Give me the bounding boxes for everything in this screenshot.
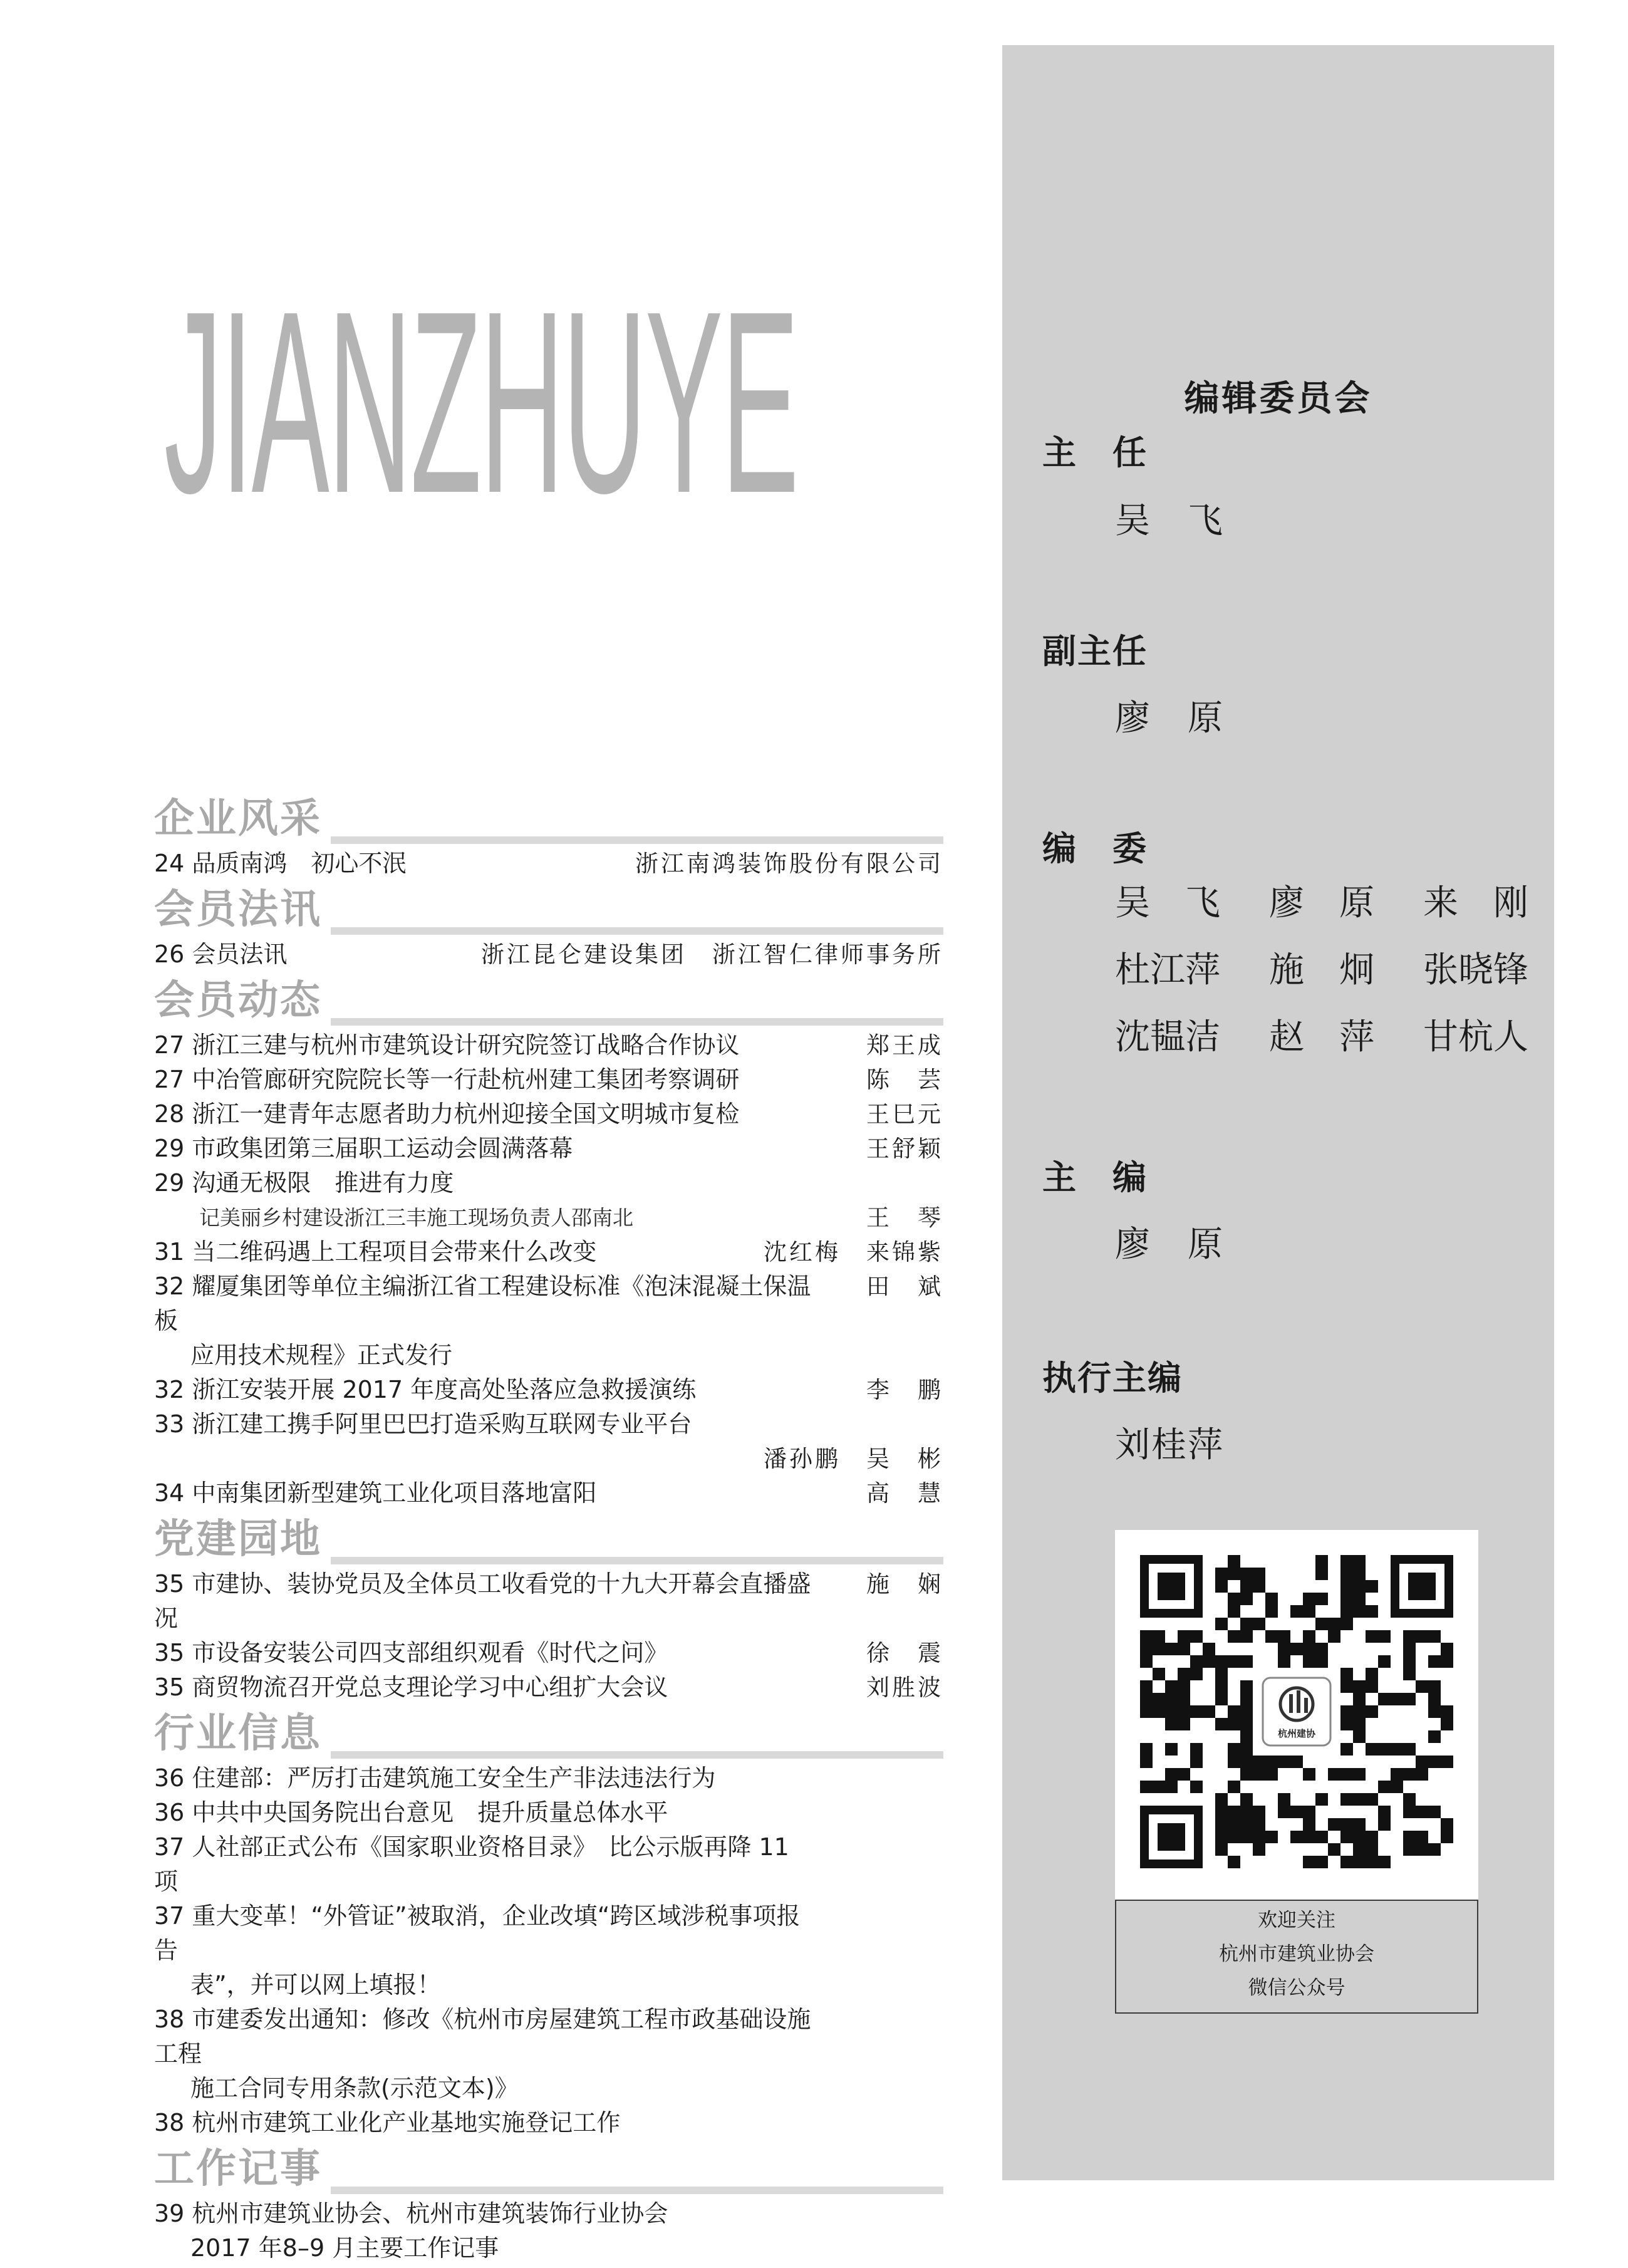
toc-entry[interactable]: [154, 1636, 943, 1670]
article-title: 浙江安装开展 2017 年度高处坠落应急救援演练: [192, 1376, 697, 1403]
page-number: 26: [154, 940, 185, 968]
section-header: [154, 793, 943, 846]
page-number: 28: [154, 1100, 185, 1128]
article-author: 徐 震: [866, 1640, 943, 1667]
section-gap: [154, 2265, 943, 2268]
article-title: 市设备安装公司四支部组织观看《时代之问》: [192, 1639, 668, 1667]
article-title: 中冶管廊研究院院长等一行赴杭州建工集团考察调研: [192, 1066, 740, 1093]
article-author: 浙江昆仑建设集团 浙江智仁律师事务所: [481, 941, 943, 968]
wordmark-text: JIANZHUYE: [164, 269, 798, 507]
toc-entry[interactable]: [154, 1166, 943, 1200]
page-number: 32: [154, 1272, 185, 1300]
qr-caption-line: 欢迎关注: [1258, 1909, 1335, 1932]
toc-entry[interactable]: [154, 2002, 943, 2106]
article-author: 王 琴: [866, 1204, 943, 1231]
article-author: 陈 芸: [866, 1066, 943, 1093]
section-title: 企业风采: [154, 793, 331, 845]
qr-caption-line: 杭州市建筑业协会: [1219, 1943, 1374, 1965]
member-name: 吴 飞: [1115, 883, 1220, 923]
page-number: 38: [154, 2005, 185, 2033]
article-author: 郑王成: [866, 1032, 943, 1059]
page-number: 29: [154, 1135, 185, 1162]
deputy-label: 副主任: [1042, 632, 1148, 671]
toc-entry[interactable]: [154, 1097, 943, 1131]
article-title: 住建部：严厉打击建筑施工安全生产非法违法行为: [192, 1764, 716, 1792]
toc-entry[interactable]: [154, 1899, 943, 2002]
member-name: 甘杭人: [1423, 1017, 1528, 1058]
qr-caption-line: 微信公众号: [1248, 1977, 1345, 1999]
toc-entry[interactable]: [154, 846, 943, 881]
chief-editor-name: 廖 原: [1115, 1224, 1224, 1265]
toc-entry[interactable]: [154, 2106, 943, 2140]
article-title: 市建协、装协党员及全体员工收看党的十九大开幕会直播盛况: [154, 1570, 811, 1632]
toc-entry[interactable]: [154, 1131, 943, 1166]
member-name: 沈韫洁: [1115, 1017, 1220, 1058]
qr-caption: [1115, 1900, 1478, 2014]
board-title: 编辑委员会: [1184, 378, 1372, 419]
toc-entry[interactable]: [154, 1670, 943, 1705]
page-number: 27: [154, 1031, 185, 1059]
toc-entry[interactable]: [154, 1373, 943, 1407]
article-title: 中共中央国务院出台意见 提升质量总体水平: [192, 1799, 668, 1826]
article-title: 杭州市建筑业协会、杭州市建筑装饰行业协会: [192, 2200, 668, 2227]
article-author: 王巳元: [866, 1101, 943, 1128]
wechat-qr-code[interactable]: [1115, 1530, 1478, 1900]
article-title: 浙江建工携手阿里巴巴打造采购互联网专业平台: [192, 1410, 692, 1438]
member-name: 张晓锋: [1423, 950, 1528, 991]
page-number: 33: [154, 1410, 185, 1438]
page-number: 38: [154, 2109, 185, 2136]
member-name: 施 炯: [1269, 950, 1374, 991]
page-number: 24: [154, 850, 185, 877]
table-of-contents: [154, 793, 943, 2268]
article-title: 市政集团第三届职工运动会圆满落幕: [192, 1135, 573, 1162]
member-name: 杜江萍: [1115, 950, 1220, 991]
toc-entry[interactable]: [154, 1063, 943, 1097]
section-title: 行业信息: [154, 1707, 331, 1760]
editorial-board-panel: [1002, 45, 1554, 2180]
toc-entry[interactable]: [154, 1269, 943, 1373]
article-title: 沟通无极限 推进有力度: [192, 1169, 454, 1197]
section-title: 会员动态: [154, 974, 331, 1027]
article-title-continued: 表”，并可以网上填报！: [190, 1971, 441, 1999]
members-row: [1115, 942, 1528, 1009]
section-header: [154, 2143, 943, 2197]
page-number: 36: [154, 1764, 185, 1792]
director-label: 主 任: [1042, 433, 1148, 472]
members-grid: [1115, 875, 1528, 1076]
toc-entry[interactable]: [154, 1796, 943, 1830]
director-name: 吴 飞: [1115, 501, 1224, 541]
toc-entry[interactable]: [154, 1567, 943, 1636]
article-title: 中南集团新型建筑工业化项目落地富阳: [192, 1479, 597, 1507]
toc-entry[interactable]: [154, 1830, 943, 1899]
section-title: 党建园地: [154, 1513, 331, 1566]
page-number: 37: [154, 1902, 185, 1930]
toc-entry[interactable]: [154, 1028, 943, 1063]
section-header: [154, 883, 943, 937]
page-number: 36: [154, 1799, 185, 1826]
page-number: 35: [154, 1673, 185, 1701]
page-number: 35: [154, 1570, 185, 1598]
toc-entry[interactable]: [154, 1407, 943, 1442]
section-header: [154, 1707, 943, 1761]
qr-code-image: [1140, 1555, 1453, 1868]
member-name: 赵 萍: [1269, 1017, 1374, 1058]
member-name: 廖 原: [1269, 883, 1374, 923]
article-title: 浙江一建青年志愿者助力杭州迎接全国文明城市复检: [192, 1100, 740, 1128]
article-title: 耀厦集团等单位主编浙江省工程建设标准《泡沫混凝土保温板: [154, 1272, 811, 1334]
toc-entry[interactable]: [154, 937, 943, 972]
article-title: 当二维码遇上工程项目会带来什么改变: [192, 1238, 597, 1266]
toc-section: [154, 2143, 943, 2268]
toc-entry[interactable]: [154, 1235, 943, 1269]
member-name: 来 刚: [1423, 883, 1528, 923]
members-row: [1115, 1009, 1528, 1076]
chief-editor-label: 主 编: [1042, 1158, 1148, 1197]
toc-entry[interactable]: [154, 1476, 943, 1511]
page-number: 37: [154, 1833, 185, 1861]
members-label: 编 委: [1042, 829, 1148, 868]
article-author-line: [154, 1442, 943, 1476]
page-number: 31: [154, 1238, 185, 1266]
toc-section: [154, 974, 943, 1513]
page-number: 29: [154, 1169, 185, 1197]
article-title: 市建委发出通知：修改《杭州市房屋建筑工程市政基础设施工程: [154, 2005, 811, 2068]
section-title: 工作记事: [154, 2143, 331, 2195]
article-title: 杭州市建筑工业化产业基地实施登记工作: [192, 2109, 621, 2136]
article-title: 重大变革！“外管证”被取消，企业改填“跨区域涉税事项报告: [154, 1902, 801, 1964]
deputy-name: 廖 原: [1115, 698, 1224, 739]
page-number: 27: [154, 1066, 185, 1093]
executive-editor-label: 执行主编: [1042, 1358, 1183, 1398]
article-title: 会员法讯: [192, 940, 288, 968]
page-number: 35: [154, 1639, 185, 1667]
article-title: 人社部正式公布《国家职业资格目录》 比公示版再降 11 项: [154, 1833, 789, 1895]
article-subtitle: 记美丽乡村建设浙江三丰施工现场负责人邵南北: [199, 1205, 633, 1230]
toc-section: [154, 1707, 943, 2143]
article-author: 王舒颖: [866, 1135, 943, 1162]
section-title: 会员法讯: [154, 883, 331, 936]
toc-section: [154, 793, 943, 883]
article-author: 潘孙鹏 吴 彬: [764, 1445, 943, 1472]
members-row: [1115, 875, 1528, 942]
page-number: 39: [154, 2200, 185, 2227]
toc-section: [154, 883, 943, 974]
section-header: [154, 1513, 943, 1567]
article-author: 沈红梅 来锦紫: [764, 1239, 943, 1266]
toc-section: [154, 1513, 943, 1707]
article-title-continued: 应用技术规程》正式发行: [190, 1341, 453, 1369]
executive-editor-name: 刘桂萍: [1115, 1425, 1224, 1465]
article-title-continued: 施工合同专用条款(示范文本)》: [190, 2074, 519, 2102]
article-author: 刘胜波: [866, 1674, 943, 1701]
section-header: [154, 974, 943, 1028]
article-author: 高 慧: [866, 1480, 943, 1507]
page-number: 32: [154, 1376, 185, 1403]
toc-entry[interactable]: [154, 1761, 943, 1796]
page-number: 34: [154, 1479, 185, 1507]
article-author: 田 斌: [866, 1273, 943, 1300]
article-title: 商贸物流召开党总支理论学习中心组扩大会议: [192, 1673, 668, 1701]
article-author: 浙江南鸿装饰股份有限公司: [635, 850, 943, 877]
brand-wordmark: [164, 269, 947, 507]
article-author: 施 娴: [866, 1571, 943, 1598]
article-author: 李 鹏: [866, 1376, 943, 1403]
article-title: 浙江三建与杭州市建筑设计研究院签订战略合作协议: [192, 1031, 740, 1059]
article-title-continued: 2017 年8–9 月主要工作记事: [190, 2234, 499, 2262]
wordmark-svg: [164, 269, 947, 507]
toc-entry[interactable]: [154, 2197, 943, 2265]
article-subtitle-line: [154, 1200, 943, 1235]
article-title: 品质南鸿 初心不泯: [192, 850, 407, 877]
qr-center-label: 杭州建协: [1277, 1728, 1316, 1739]
